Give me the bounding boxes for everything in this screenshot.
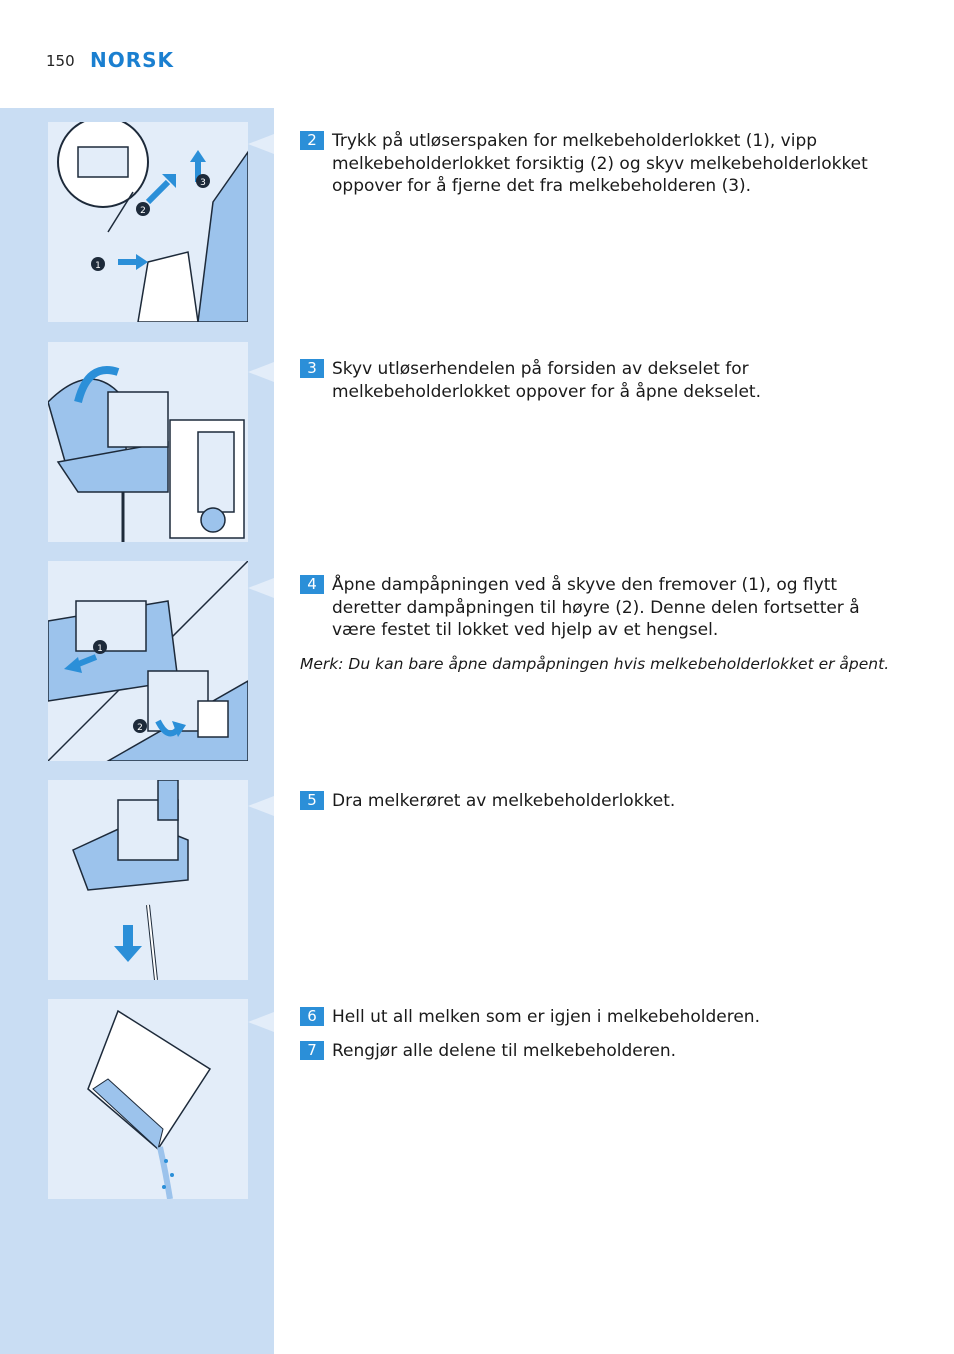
step-number: 5: [300, 791, 324, 810]
page-number: 150: [46, 52, 75, 70]
step-number: 3: [300, 359, 324, 378]
step-text: Dra melkerøret av melkebeholderlokket.: [332, 791, 676, 811]
instruction-step: [300, 790, 900, 813]
illustration-pointer: [248, 362, 274, 382]
note-text: Merk: Du kan bare åpne dampåpningen hvis melkebeholderlokket er åpent.: [300, 655, 890, 673]
step-text: Skyv utløserhendelen på forsiden av dekselet for melkebeholderlokket oppover for å åpne dekselet.: [332, 359, 761, 402]
instruction-step: [300, 574, 900, 642]
instruction-step: [300, 1040, 900, 1063]
step-text: Åpne dampåpningen ved å skyve den fremover (1), og flytt deretter dampåpningen til høyre (2). Denne delen fortsetter å være festet til lokket ved hjelp av et hengsel.: [332, 575, 860, 640]
instruction-step: [300, 358, 900, 403]
step-number: 6: [300, 1007, 324, 1026]
illustration-pointer: [248, 796, 274, 816]
step-number: 2: [300, 131, 324, 150]
figure-badge: 1: [97, 644, 103, 654]
figure-badge: 2: [137, 723, 143, 733]
illustration-pour-out: [48, 999, 248, 1199]
illustration-pointer: [248, 1012, 274, 1032]
illustration-pointer: [248, 578, 274, 598]
step-number: 7: [300, 1041, 324, 1060]
step-text: Hell ut all melken som er igjen i melkebeholderen.: [332, 1007, 760, 1027]
instruction-step: [300, 130, 900, 198]
instruction-step: [300, 1006, 900, 1029]
illustration-remove-lid: [48, 122, 248, 322]
step-number: 4: [300, 575, 324, 594]
figure-badge: 3: [200, 178, 206, 188]
illustration-pointer: [248, 134, 274, 154]
illustration-milk-tube: [48, 780, 248, 980]
section-title: NORSK: [90, 48, 175, 72]
figure-badge: 1: [95, 261, 101, 271]
step-text: Rengjør alle delene til melkebeholderen.: [332, 1041, 676, 1061]
step-text: Trykk på utløserspaken for melkebeholderlokket (1), vipp melkebeholderlokket forsiktig (2) og skyv melkebeholderlokket oppover for å fjerne det fra melkebeholderen (3).: [332, 131, 868, 196]
illustration-open-cover: [48, 342, 248, 542]
illustration-steam-opening: [48, 561, 248, 761]
figure-badge: 2: [140, 206, 146, 216]
